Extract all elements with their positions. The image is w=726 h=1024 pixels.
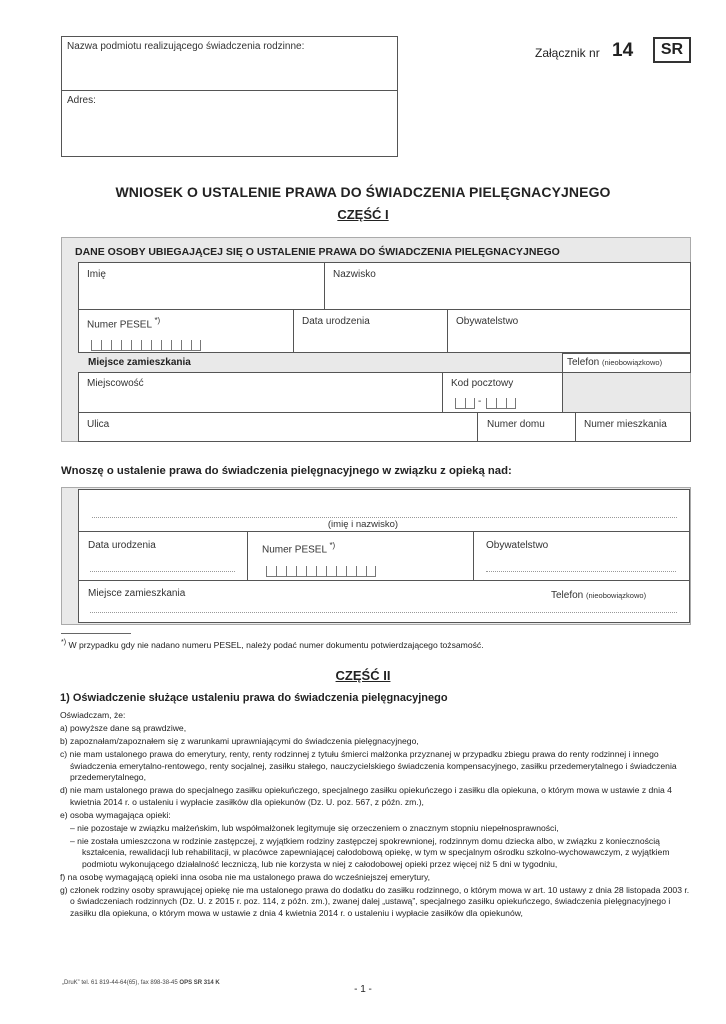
address-box[interactable] — [61, 90, 398, 157]
phone-label-text: Telefon — [567, 357, 600, 368]
house-number-label: Numer domu — [487, 419, 545, 430]
document-title: WNIOSEK O USTALENIE PRAWA DO ŚWIADCZENIA PIELĘGNACYJNEGO — [115, 184, 611, 200]
care-citizenship-label: Obywatelstwo — [486, 540, 549, 551]
birth-date-label: Data urodzenia — [302, 316, 370, 327]
postal-code-digits-a[interactable] — [455, 398, 475, 409]
pesel-digit-boxes[interactable] — [91, 340, 201, 351]
declaration-subitem-1: – nie pozostaje w związku małżeńskim, lub współmałżonek legitymuje się orzeczeniem o znacznym stopniu niepełnosprawności, — [70, 822, 559, 833]
care-residence-label: Miejsce zamieszkania — [88, 588, 186, 599]
declaration-subitem-2: – nie została umieszczona w rodzinie zastępczej, z wyjątkiem rodziny zastępczej spokrewnionej, rodzinnym domu dziecka albo, w związku z koniecznością kształcenia, rewalidacji lub rehabilitacji, w placówce zapewniającej całodobową opiekę, w tym w specjalnym ośrodku szkolno-wychowawczym, z wyjątkiem podmiotu wykonującego działalność leczniczą, lub nie korzysta w niej z całodobowej opieki przez więcej niż 5 dni w tygodniu, — [70, 835, 670, 869]
footnote-mark: *) — [61, 639, 67, 646]
care-request-title: Wnoszę o ustalenie prawa do świadczenia pielęgnacyjnego w związku z opieką nad: — [61, 465, 512, 477]
care-pesel-footnote-mark: *) — [329, 541, 336, 550]
phone-label — [567, 357, 662, 368]
printer-text: „DruK” tel. 61 819-44-64(65), fax 898-38-45 — [62, 980, 178, 986]
declaration-item-b: b) zapoznałam/zapoznałem się z warunkami uprawniającymi do świadczenia pielęgnacyjnego, — [60, 736, 419, 746]
care-residence-line — [90, 612, 677, 613]
care-residence-field[interactable] — [78, 580, 690, 623]
care-phone-optional-note: (nieobowiązkowo) — [586, 591, 647, 600]
declaration-intro: Oświadczam, że: — [60, 710, 126, 720]
care-pesel-label — [262, 541, 335, 555]
declaration-item-a: a) powyższe dane są prawdziwe, — [60, 723, 187, 733]
applicant-section-title: DANE OSOBY UBIEGAJĄCEJ SIĘ O USTALENIE PRAWA DO ŚWIADCZENIA PIELĘGNACYJNEGO — [75, 246, 560, 258]
postal-code-digits-b[interactable] — [486, 398, 516, 409]
declaration-item-g: g) członek rodziny osoby sprawującej opiekę nie ma ustalonego prawa do dodatku do zasiłku rodzinnego, o którym mowa w art. 10 ustawy z dnia 28 listopada 2003 r. o świadczeniach rodzinnych (Dz. U. z 2015 r. poz. 114, z późn. zm.), zwanej dalej „ustawą”, specjalnego zasiłku opiekuńczego, świadczenia pielęgnacyjnego i zasiłku dla opiekuna, o którym mowa w ustawie z dnia 4 kwietnia 2014 r. o ustaleniu i wypłacie zasiłków dla opiekunów, — [60, 884, 690, 918]
care-name-caption: (imię i nazwisko) — [327, 519, 399, 530]
care-citizenship-line — [486, 571, 676, 572]
street-label: Ulica — [87, 419, 110, 430]
footnote — [61, 639, 484, 650]
care-pesel-label-text: Numer PESEL — [262, 544, 327, 556]
last-name-field[interactable] — [324, 262, 691, 310]
care-citizenship-field[interactable] — [473, 531, 690, 581]
first-name-field[interactable] — [78, 262, 325, 310]
care-phone-label — [551, 590, 646, 601]
postal-code-label: Kod pocztowy — [451, 378, 514, 389]
pesel-footnote-mark: *) — [154, 316, 161, 325]
part1-title: CZĘŚĆ I — [337, 207, 389, 222]
form-code-text: SR — [660, 41, 684, 58]
pesel-label — [87, 316, 160, 330]
part2-title: CZĘŚĆ II — [335, 668, 391, 683]
residence-heading: Miejsce zamieszkania — [88, 357, 191, 368]
care-pesel-digit-boxes[interactable] — [266, 566, 376, 577]
part2-heading: 1) Oświadczenie służące ustaleniu prawa do świadczenia pielęgnacyjnego — [60, 692, 448, 704]
declaration-list — [60, 710, 690, 921]
form-code: OPS SR 314 K — [179, 980, 220, 986]
annex-number: 14 — [612, 40, 634, 61]
declaration-item-f: f) na osobę wymagającą opieki inna osoba nie ma ustalonego prawa do wcześniejszej emerytury, — [60, 871, 431, 882]
postal-code-separator: - — [478, 396, 482, 407]
address-label: Adres: — [67, 95, 96, 106]
care-name-line — [92, 517, 677, 518]
citizenship-label: Obywatelstwo — [456, 316, 519, 327]
declaration-item-c: c) nie mam ustalonego prawa do emerytury, renty, renty rodzinnej z tytułu śmierci małżonka przyznanej w przypadku zbiegu prawa do renty rodzinnej i innego świadczenia emerytalno-rentowego, renty socjalnej, zasiłku stałego, nauczycielskiego świadczenia kompensacyjnego, zasiłku przedemerytalnego i świadczenia przedemerytalnego, — [60, 749, 677, 782]
annex-label: Załącznik nr — [535, 46, 600, 60]
care-birth-date-line — [90, 571, 235, 572]
phone-optional-note: (nieobowiązkowo) — [602, 358, 663, 367]
first-name-label: Imię — [87, 269, 106, 280]
last-name-label: Nazwisko — [333, 269, 376, 280]
care-birth-date-field[interactable] — [78, 531, 248, 581]
care-phone-label-text: Telefon — [551, 590, 584, 601]
provider-label: Nazwa podmiotu realizującego świadczenia rodzinne: — [67, 41, 305, 52]
care-birth-date-label: Data urodzenia — [88, 540, 156, 551]
declaration-item-d: d) nie mam ustalonego prawa do specjalnego zasiłku opiekuńczego, specjalnego zasiłku opiekuńczego i zasiłku dla opiekuna, o którym mowa w ustawie z dnia 4 kwietnia 2014 r. o ustaleniu i wypłacie zasiłków dla opiekunów (Dz. U. poz. 567, z późn. zm.), — [60, 785, 672, 807]
footnote-text: W przypadku gdy nie nadano numeru PESEL, należy podać numer dokumentu potwierdzającego tożsamość. — [68, 639, 484, 650]
city-label: Miejscowość — [87, 378, 144, 389]
apartment-number-label: Numer mieszkania — [584, 419, 667, 430]
declaration-item-e: e) osoba wymagająca opieki: — [60, 809, 171, 820]
footnote-rule — [61, 633, 131, 634]
form-code-badge — [653, 37, 691, 63]
page-number: - 1 - — [354, 984, 372, 995]
pesel-label-text: Numer PESEL — [87, 319, 152, 331]
street-field[interactable] — [78, 412, 478, 442]
